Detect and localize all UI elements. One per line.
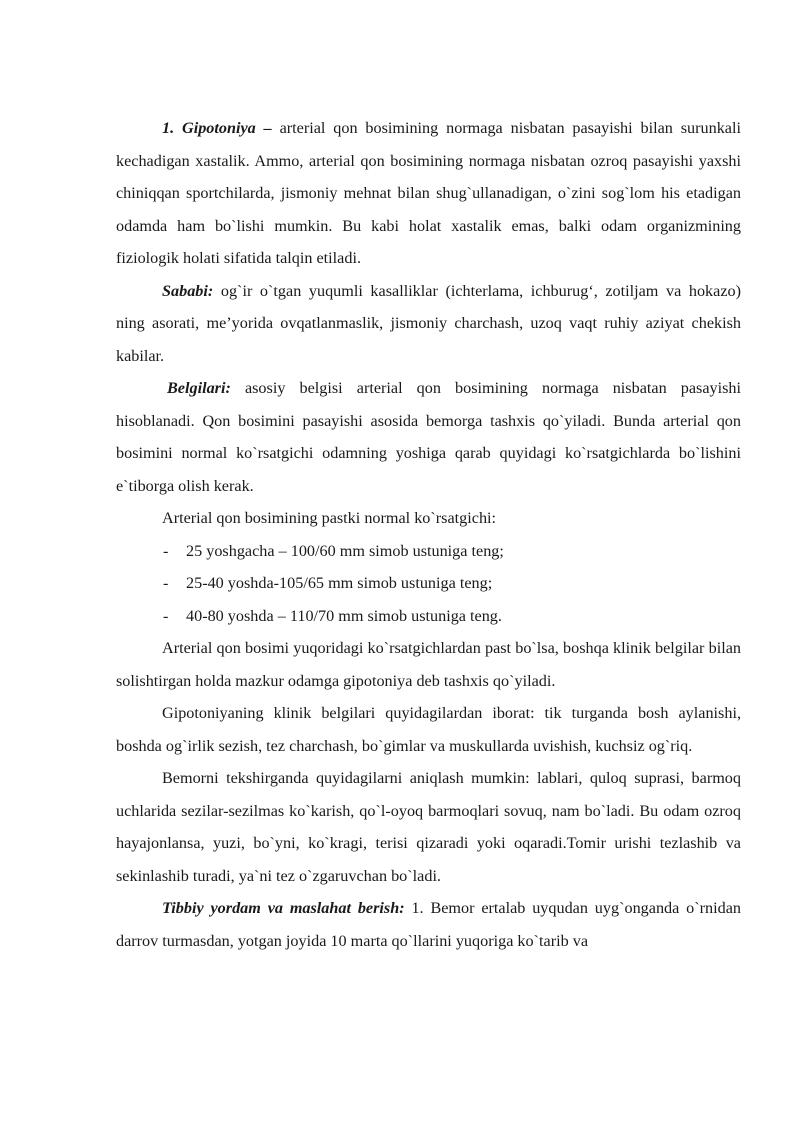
paragraph-medical-help-text: 1. Bemor ertalab uyqudan uyg`onganda o`rnidan darrov turmasdan, yotgan joyida 10 marta qo`llarini yuqoriga ko`tarib va [116,899,741,950]
paragraph-definition-text: arterial qon bosimining normaga nisbatan pasayishi bilan surunkali kechadigan xastalik. Ammo, arterial qon bosimining normaga nisbatan ozroq pasayishi yaxshi chiniqqan sportchilarda, jismoniy mehnat bilan shug`ullanadigan, o`zini sog`lom his etadigan odamda ham bo`lishi mumkin. Bu kabi holat xastalik emas, balki odam organizmining fiziologik holati sifatida talqin etiladi. [116,119,741,267]
term-sababi: Sababi: [162,281,214,300]
list-item [116,535,741,568]
term-gipotoniya: 1. Gipotoniya – [162,119,272,137]
list-item-text: 25 yoshgacha – 100/60 mm simob ustuniga teng; [186,541,504,560]
list-item [116,567,741,600]
paragraph-examination: Bemorni tekshirganda quyidagilarni aniqlash mumkin: lablari, quloq suprasi, barmoq uchlarida sezilar-sezilmas ko`karish, qo`l-oyoq barmoqlari sovuq, nam bo`ladi. Bu odam ozroq hayajonlansa, yuzi, bo`yni, ko`kragi, terisi qizaradi yoki oqaradi.Tomir urishi tezlashib va sekinlashib turadi, ya`ni tez o`zgaruvchan bo`ladi. [116,769,741,885]
paragraph-causes-text: og`ir o`tgan yuqumli kasalliklar (ichterlama, ichburug‘, zotiljam va hokazo) ning asorati, me’yorida ovqatlanmaslik, jismoniy charchash, uzoq vaqt ruhiy aziyat chekish kabilar. [116,281,741,365]
norms-list [116,535,741,633]
paragraph-norms-intro: Arterial qon bosimining pastki normal ko`rsatgichi: [162,509,497,527]
paragraph-symptoms-text: asosiy belgisi arterial qon bosimining normaga nisbatan pasayishi hisoblanadi. Qon bosimini pasayishi asosida bemorga tashxis qo`yiladi. Bunda arterial qon bosimini normal ko`rsatgichi odamning yoshiga qarab quyidagi ko`rsatgichlarda bo`lishini e`tiborga olish kerak. [116,379,741,495]
paragraph-symptoms [116,372,741,502]
list-dash: - [163,606,169,625]
list-dash: - [163,541,169,560]
paragraph-definition [116,112,741,275]
paragraph-medical-help [116,892,741,957]
term-tibbiy-yordam: Tibbiy yordam va maslahat berish: [162,899,405,917]
paragraph-clinical-signs: Gipotoniyaning klinik belgilari quyidagilardan iborat: tik turganda bosh aylanishi, boshda og`irlik sezish, tez charchash, bo`gimlar va muskullarda uvishish, kuchsiz og`riq. [116,704,741,755]
list-dash: - [163,574,169,592]
paragraph-diagnosis: Arterial qon bosimi yuqoridagi ko`rsatgichlardan past bo`lsa, boshqa klinik belgilar bilan solishtirgan holda mazkur odamga gipotoniya deb tashxis qo`yiladi. [116,639,741,690]
document-page [116,112,741,957]
list-item-text: 40-80 yoshda – 110/70 mm simob ustuniga teng. [186,606,502,625]
paragraph-causes [116,275,741,373]
term-belgilari: Belgilari: [167,379,231,397]
list-item-text: 25-40 yoshda-105/65 mm simob ustuniga teng; [186,574,493,592]
list-item [116,600,741,633]
